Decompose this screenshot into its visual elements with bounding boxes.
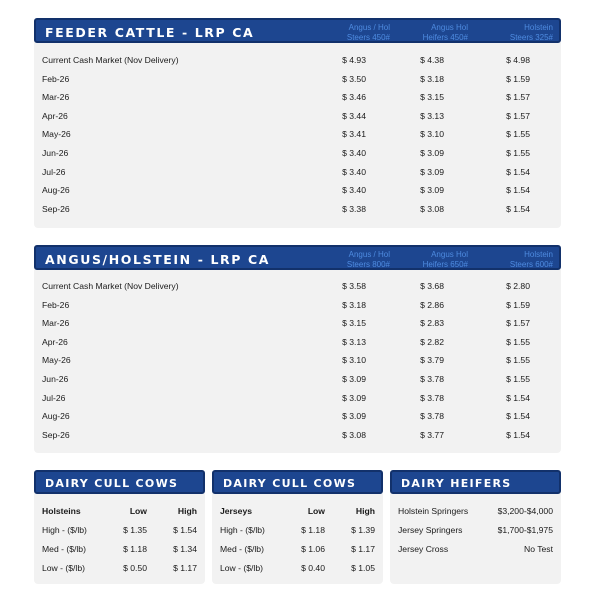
heifer-type: Jersey Springers — [398, 525, 463, 535]
price-cell: $ 1.57 — [506, 318, 530, 329]
price-cell: $ 1.55 — [506, 148, 530, 158]
feeder-col-2: Angus Hol Heifers 450# — [422, 23, 468, 42]
price-cell: $ 3.44 — [342, 110, 366, 121]
price-cell: $ 4.38 — [420, 55, 444, 65]
cull-grade: Low - ($/lb) — [42, 563, 85, 573]
dairy-cull-holsteins-header — [34, 470, 205, 494]
price-cell: $ 1.57 — [506, 92, 530, 103]
price-cell: $ 1.54 — [506, 166, 530, 177]
price-cell: $ 3.50 — [342, 73, 366, 84]
price-cell: $ 1.55 — [506, 129, 530, 140]
cull-low-value: $ 1.18 — [123, 544, 147, 554]
heifer-type: Jersey Cross — [398, 544, 449, 554]
cull-low-value: $ 1.35 — [123, 525, 147, 535]
row-label: May-26 — [42, 129, 71, 140]
row-label: Sep-26 — [42, 203, 70, 214]
cull-grade: Med - ($/lb) — [42, 544, 86, 554]
cull-high-value: $ 1.17 — [351, 544, 375, 554]
price-cell: $ 3.09 — [342, 374, 366, 384]
cull-high-value: $ 1.17 — [173, 563, 197, 573]
price-cell: $ 1.54 — [506, 411, 530, 422]
table-row — [42, 333, 553, 351]
row-label: Jun-26 — [42, 148, 69, 158]
price-cell: $ 3.78 — [420, 411, 444, 422]
price-cell: $ 3.15 — [420, 92, 444, 103]
row-label: Jul-26 — [42, 166, 66, 177]
cull-row — [42, 521, 197, 539]
table-row — [42, 88, 553, 106]
price-cell: $ 3.08 — [420, 203, 444, 214]
row-label: Aug-26 — [42, 185, 70, 196]
price-cell: $ 1.54 — [506, 429, 530, 440]
table-row — [42, 426, 553, 444]
table-row — [42, 296, 553, 314]
heifer-price: $1,700-$1,975 — [497, 525, 553, 535]
cull-header-row — [42, 502, 197, 520]
table-row — [42, 200, 553, 218]
row-label: Apr-26 — [42, 110, 68, 121]
heifer-price: No Test — [524, 544, 553, 554]
angus-holstein-panel — [34, 245, 561, 453]
price-cell: $ 1.59 — [506, 73, 530, 84]
row-label: Sep-26 — [42, 429, 70, 440]
cull-grade: High - ($/lb) — [42, 525, 87, 535]
row-label: Current Cash Market (Nov Delivery) — [42, 281, 179, 291]
price-cell: $ 3.10 — [342, 355, 366, 366]
cull-row — [220, 521, 375, 539]
feeder-cattle-title: FEEDER CATTLE - LRP CA — [45, 25, 255, 40]
price-cell: $ 1.54 — [506, 203, 530, 214]
angus-col-2: Angus Hol Heifers 650# — [422, 250, 468, 269]
feeder-col-3: Holstein Steers 325# — [509, 23, 553, 42]
cull-row — [220, 559, 375, 577]
dairy-cull-jerseys-header — [212, 470, 383, 494]
price-cell: $ 1.54 — [506, 392, 530, 403]
price-cell: $ 2.80 — [506, 281, 530, 291]
angus-col-3: Holstein Steers 600# — [509, 250, 553, 269]
table-row — [42, 314, 553, 332]
cull-high-value: $ 1.34 — [173, 544, 197, 554]
table-row — [42, 51, 553, 69]
row-label: Jul-26 — [42, 392, 66, 403]
cull-header-breed: Holsteins — [42, 506, 81, 516]
price-cell: $ 3.41 — [342, 129, 366, 140]
cull-row — [220, 540, 375, 558]
price-cell: $ 2.82 — [420, 336, 444, 347]
table-row — [42, 407, 553, 425]
price-cell: $ 3.79 — [420, 355, 444, 366]
cull-header-breed: Jerseys — [220, 506, 253, 516]
table-row — [42, 125, 553, 143]
heifer-price: $3,200-$4,000 — [497, 506, 553, 516]
price-cell: $ 3.18 — [420, 73, 444, 84]
price-cell: $ 3.18 — [342, 299, 366, 310]
cull-grade: High - ($/lb) — [220, 525, 265, 535]
price-cell: $ 3.40 — [342, 166, 366, 177]
price-cell: $ 3.09 — [342, 392, 366, 403]
row-label: Mar-26 — [42, 92, 70, 103]
price-cell: $ 3.09 — [342, 411, 366, 422]
price-cell: $ 3.10 — [420, 129, 444, 140]
table-row — [42, 389, 553, 407]
dairy-cull-holsteins-panel — [34, 470, 205, 584]
row-label: Current Cash Market (Nov Delivery) — [42, 55, 179, 65]
cull-high-value: $ 1.05 — [351, 563, 375, 573]
feeder-cattle-panel — [34, 18, 561, 228]
angus-col-1: Angus / Hol Steers 800# — [346, 250, 390, 269]
feeder-cattle-header — [34, 18, 561, 43]
price-cell: $ 3.13 — [420, 110, 444, 121]
table-row — [42, 163, 553, 181]
dairy-cull-jerseys-panel — [212, 470, 383, 584]
price-cell: $ 3.09 — [420, 166, 444, 177]
price-cell: $ 1.57 — [506, 110, 530, 121]
row-label: Apr-26 — [42, 336, 68, 347]
price-cell: $ 3.68 — [420, 281, 444, 291]
cull-grade: Med - ($/lb) — [220, 544, 264, 554]
table-row — [42, 351, 553, 369]
feeder-col-1: Angus / Hol Steers 450# — [346, 23, 390, 42]
row-label: Jun-26 — [42, 374, 69, 384]
heifer-row — [398, 540, 553, 558]
price-cell: $ 3.38 — [342, 203, 366, 214]
price-cell: $ 4.93 — [342, 55, 366, 65]
price-cell: $ 3.58 — [342, 281, 366, 291]
cull-low-value: $ 1.06 — [301, 544, 325, 554]
cull-high-value: $ 1.54 — [173, 525, 197, 535]
table-row — [42, 107, 553, 125]
price-cell: $ 2.83 — [420, 318, 444, 329]
cull-header-low: Low — [129, 506, 147, 516]
cull-low-value: $ 1.18 — [301, 525, 325, 535]
price-cell: $ 2.86 — [420, 299, 444, 310]
cull-header-low: Low — [307, 506, 325, 516]
cull-low-value: $ 0.40 — [301, 563, 325, 573]
heifer-row — [398, 521, 553, 539]
angus-holstein-title: ANGUS/HOLSTEIN - LRP CA — [45, 252, 270, 267]
cull-row — [42, 559, 197, 577]
row-label: Feb-26 — [42, 299, 70, 310]
cull-header-row — [220, 502, 375, 520]
row-label: Aug-26 — [42, 411, 70, 422]
price-cell: $ 3.08 — [342, 429, 366, 440]
cull-grade: Low - ($/lb) — [220, 563, 263, 573]
dairy-heifers-title: DAIRY HEIFERS — [401, 477, 512, 490]
dairy-cull-holsteins-title: DAIRY CULL COWS — [45, 477, 179, 490]
heifer-type: Holstein Springers — [398, 506, 469, 516]
price-cell: $ 1.55 — [506, 336, 530, 347]
price-cell: $ 3.15 — [342, 318, 366, 329]
price-cell: $ 3.09 — [420, 148, 444, 158]
price-cell: $ 3.40 — [342, 148, 366, 158]
dairy-heifers-header — [390, 470, 561, 494]
price-cell: $ 3.40 — [342, 185, 366, 196]
table-row — [42, 70, 553, 88]
cull-header-high: High — [177, 506, 197, 516]
row-label: Mar-26 — [42, 318, 70, 329]
price-cell: $ 3.78 — [420, 374, 444, 384]
price-cell: $ 1.59 — [506, 299, 530, 310]
angus-holstein-header — [34, 245, 561, 270]
price-cell: $ 4.98 — [506, 55, 530, 65]
price-cell: $ 3.78 — [420, 392, 444, 403]
table-row — [42, 181, 553, 199]
price-cell: $ 3.46 — [342, 92, 366, 103]
dairy-cull-jerseys-title: DAIRY CULL COWS — [223, 477, 357, 490]
price-cell: $ 1.54 — [506, 185, 530, 196]
row-label: May-26 — [42, 355, 71, 366]
cull-row — [42, 540, 197, 558]
price-cell: $ 1.55 — [506, 355, 530, 366]
price-cell: $ 1.55 — [506, 374, 530, 384]
cull-low-value: $ 0.50 — [123, 563, 147, 573]
price-cell: $ 3.77 — [420, 429, 444, 440]
cull-high-value: $ 1.39 — [351, 525, 375, 535]
heifer-row — [398, 502, 553, 520]
table-row — [42, 144, 553, 162]
row-label: Feb-26 — [42, 73, 70, 84]
table-row — [42, 370, 553, 388]
dairy-heifers-panel — [390, 470, 561, 584]
table-row — [42, 277, 553, 295]
cull-header-high: High — [355, 506, 375, 516]
price-cell: $ 3.13 — [342, 336, 366, 347]
price-cell: $ 3.09 — [420, 185, 444, 196]
